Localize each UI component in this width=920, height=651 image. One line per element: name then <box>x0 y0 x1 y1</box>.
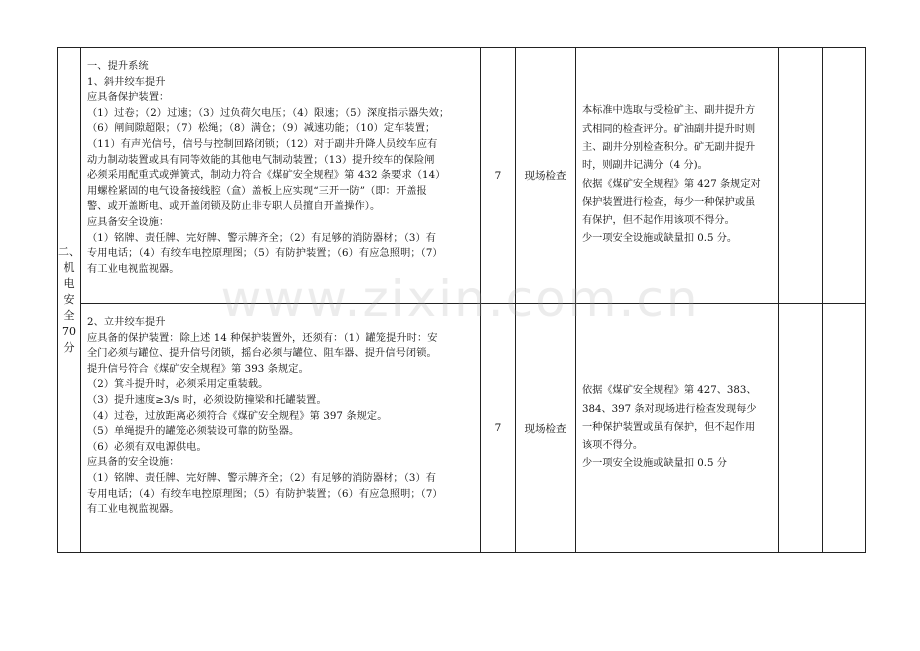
content-line: 必须采用配重式或弹簧式，制动力符合《煤矿安全规程》第 432 条要求（14） <box>87 170 446 182</box>
deduction-cell <box>779 48 823 304</box>
description-line: 该项不得分。 <box>582 440 644 452</box>
content-cell <box>81 304 481 553</box>
scoring-description-cell <box>576 304 779 553</box>
content-line: （1）铭牌、责任牌、完好牌、警示牌齐全；（2）有足够的消防器材；（3）有 <box>87 472 437 484</box>
category-char: 机 <box>63 261 75 274</box>
category-char: 70 <box>62 325 76 338</box>
content-line: 1、斜井绞车提升 <box>87 76 166 88</box>
content-line: （11）有声光信号，信号与控制回路闭锁；（12）对于副井升降人员绞车应有 <box>87 138 438 150</box>
deduction-cell <box>779 304 823 553</box>
description-line: 保护装置进行检查，每少一种保护或虽 <box>582 196 756 208</box>
content-line: 动力制动装置或具有同等效能的其他电气制动装置；（13）提升绞车的保险闸 <box>87 154 435 166</box>
score-result-cell <box>823 304 866 553</box>
content-line: 全门必须与罐位、提升信号闭锁，摇台必须与罐位、阻车器、提升信号闭锁。 <box>87 348 437 360</box>
content-line: 有工业电视监视器。 <box>87 504 180 516</box>
content-line: （1）过卷；（2）过速；（3）过负荷欠电压；（4）限速；（5）深度指示器失效； <box>87 107 450 119</box>
content-line: 应具备的安全设施： <box>87 457 180 469</box>
content-line: （6）必须有双电源供电。 <box>87 441 207 453</box>
description-line: 依据《煤矿安全规程》第 427 条规定对 <box>582 178 761 190</box>
description-line: 少一项安全设施或缺量扣 0.5 分 <box>582 458 727 470</box>
content-line: 应具备安全设施： <box>87 216 170 228</box>
description-line: 依据《煤矿安全规程》第 427、383、 <box>582 385 757 397</box>
content-line: （5）单绳提升的罐笼必须装设可靠的防坠器。 <box>87 426 300 438</box>
scoring-description-cell <box>576 48 779 304</box>
description-line: 少一项安全设施或缺量扣 0.5 分。 <box>582 233 738 245</box>
score-cell: 7 <box>481 304 516 553</box>
category-cell <box>58 48 81 553</box>
watermark: www.zixin.com.cn <box>220 270 700 328</box>
category-char: 电 <box>63 277 75 290</box>
method-cell: 现场检查 <box>516 304 576 553</box>
description-line: 有保护，但不起作用该项不得分。 <box>582 215 735 227</box>
score-result-cell <box>823 48 866 304</box>
content-line: 一、提升系统 <box>87 61 149 72</box>
content-line: 警、或开盖断电、或开盖闭锁及防止非专职人员擅自开盖操作）。 <box>87 201 381 213</box>
description-line: 本标准中选取与受检矿主、副井提升方 <box>582 105 756 117</box>
content-line: 应具备的保护装置：除上述 14 种保护装置外，还须有：（1）罐笼提升时：安 <box>87 332 438 344</box>
category-char: 二、 <box>58 245 80 258</box>
description-line: 时，则副井记满分（4 分)。 <box>582 160 708 172</box>
content-line: （1）铭牌、责任牌、完好牌、警示牌齐全；（2）有足够的消防器材；（3）有 <box>87 232 437 244</box>
content-line: （6）闸间隙超限；（7）松绳；（8）满仓；（9）减速功能；（10）定车装置； <box>87 123 436 135</box>
table-row <box>58 304 866 553</box>
content-line: 提升信号符合《煤矿安全规程》第 393 条规定。 <box>87 363 309 375</box>
content-line: （3）提升速度≥3/s 时，必须设防撞梁和托罐装置。 <box>87 394 327 406</box>
category-char: 全 <box>63 309 75 322</box>
standards-table <box>57 47 866 553</box>
description-line: 一种保护装置或虽有保护，但不起作用 <box>582 421 756 433</box>
content-line: （4）过卷，过放距离必须符合《煤矿安全规程》第 397 条规定。 <box>87 410 388 422</box>
content-line: 专用电话；（4）有绞车电控原理图；（5）有防护装置；（6）有应急照明；（7） <box>87 248 443 260</box>
category-char: 分 <box>63 341 75 354</box>
content-line: 有工业电视监视器。 <box>87 263 180 275</box>
description-line: 主、副井分别检查积分。矿无副井提升 <box>582 141 756 153</box>
table-row <box>58 48 866 304</box>
content-line: 用螺栓紧固的电气设备接线腔（盒）盖板上应实现“三开一防”（即：开盖报 <box>87 185 427 197</box>
content-line: 2、立井绞车提升 <box>87 317 166 328</box>
content-line: 专用电话；（4）有绞车电控原理图；（5）有防护装置；（6）有应急照明；（7） <box>87 488 443 500</box>
description-line: 式相同的检查评分。矿油副井提升时则 <box>582 123 756 135</box>
content-line: （2）箕斗提升时，必须采用定重装载。 <box>87 379 269 391</box>
score-cell: 7 <box>481 48 516 304</box>
content-line: 应具备保护装置： <box>87 92 170 104</box>
description-line: 384、397 条对现场进行检查发现每少 <box>582 403 757 415</box>
category-char: 安 <box>63 293 75 306</box>
method-cell: 现场检查 <box>516 48 576 304</box>
content-cell <box>81 48 481 304</box>
